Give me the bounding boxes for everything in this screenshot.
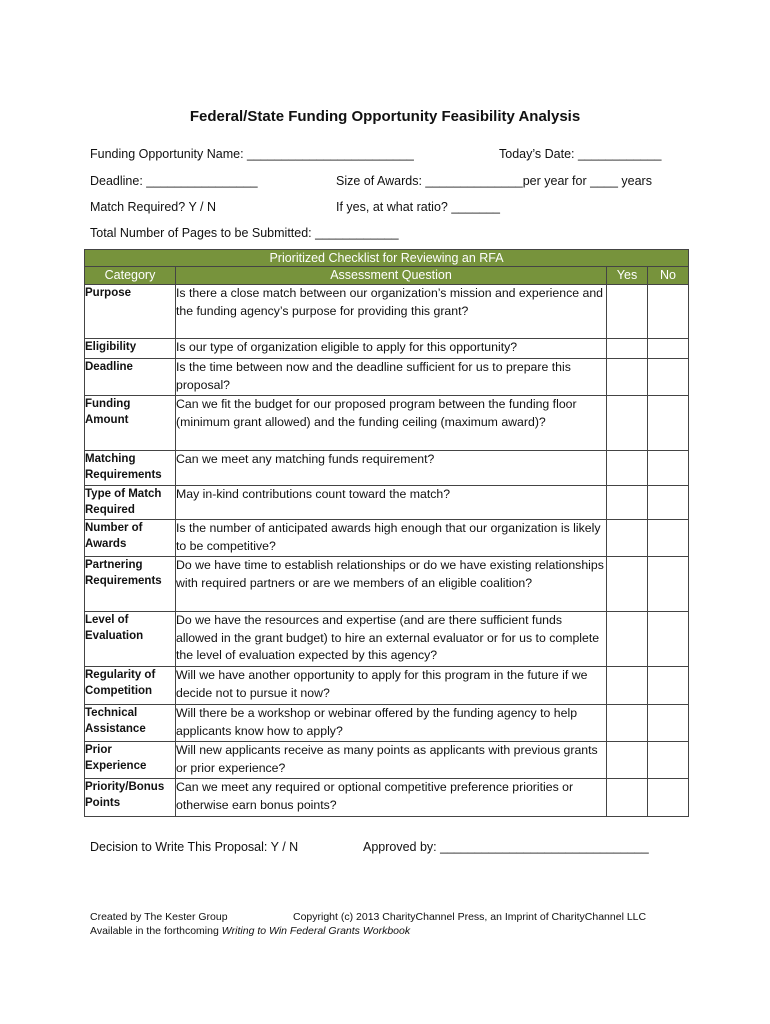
no-checkbox-cell[interactable] — [648, 520, 689, 557]
row-category: Matching Requirements — [85, 451, 176, 486]
table-row — [85, 396, 689, 451]
no-checkbox-cell[interactable] — [648, 667, 689, 705]
table-row — [85, 451, 689, 486]
table-row — [85, 557, 689, 612]
row-question: Will we have another opportunity to apply for this program in the future if we decide not to pursue it now? — [176, 667, 607, 705]
yes-checkbox-cell[interactable] — [607, 359, 648, 396]
match-ratio-field: If yes, at what ratio? _______ — [336, 200, 500, 214]
table-row — [85, 779, 689, 817]
row-question: Will there be a workshop or webinar offered by the funding agency to help applicants know how to apply? — [176, 705, 607, 742]
funding-opportunity-name-field: Funding Opportunity Name: ________________________ — [90, 147, 414, 161]
yes-checkbox-cell[interactable] — [607, 557, 648, 612]
row-category: Level of Evaluation — [85, 612, 176, 667]
total-pages-field: Total Number of Pages to be Submitted: ____________ — [90, 226, 399, 240]
yes-checkbox-cell[interactable] — [607, 520, 648, 557]
row-category: Eligibility — [85, 339, 176, 359]
no-checkbox-cell[interactable] — [648, 486, 689, 520]
table-row — [85, 359, 689, 396]
row-question: Is the time between now and the deadline sufficient for us to prepare this proposal? — [176, 359, 607, 396]
table-row — [85, 612, 689, 667]
footer-copyright: Copyright (c) 2013 CharityChannel Press, an Imprint of CharityChannel LLC — [293, 911, 647, 923]
table-row — [85, 742, 689, 779]
checklist-heading: Prioritized Checklist for Reviewing an RFA — [85, 250, 689, 267]
yes-checkbox-cell[interactable] — [607, 486, 648, 520]
table-row — [85, 520, 689, 557]
yes-checkbox-cell[interactable] — [607, 339, 648, 359]
no-checkbox-cell[interactable] — [648, 557, 689, 612]
column-header-yes: Yes — [607, 267, 648, 285]
approved-by-field: Approved by: ______________________________ — [363, 840, 649, 854]
decision-to-write-field: Decision to Write This Proposal: Y / N — [90, 840, 299, 854]
row-question: Can we fit the budget for our proposed program between the funding floor (minimum grant allowed) and the funding ceiling (maximum award)? — [176, 396, 607, 451]
row-category: Purpose — [85, 285, 176, 339]
deadline-field: Deadline: ________________ — [90, 174, 258, 188]
page-title: Federal/State Funding Opportunity Feasibility Analysis — [189, 108, 581, 125]
table-row — [85, 667, 689, 705]
row-question: Do we have the resources and expertise (and are there sufficient funds allowed in the grant budget) to hire an external evaluator or for us to complete the level of evaluation expected by this agency? — [176, 612, 607, 667]
yes-checkbox-cell[interactable] — [607, 667, 648, 705]
row-category: Deadline — [85, 359, 176, 396]
table-row — [85, 486, 689, 520]
no-checkbox-cell[interactable] — [648, 779, 689, 817]
no-checkbox-cell[interactable] — [648, 285, 689, 339]
row-question: Can we meet any matching funds requirement? — [176, 451, 607, 486]
yes-checkbox-cell[interactable] — [607, 451, 648, 486]
yes-checkbox-cell[interactable] — [607, 705, 648, 742]
no-checkbox-cell[interactable] — [648, 359, 689, 396]
row-category: Partnering Requirements — [85, 557, 176, 612]
column-header-question: Assessment Question — [176, 267, 607, 285]
table-row — [85, 705, 689, 742]
yes-checkbox-cell[interactable] — [607, 612, 648, 667]
todays-date-field: Today’s Date: ____________ — [499, 147, 662, 161]
footer-created-by: Created by The Kester Group — [90, 911, 228, 923]
footer-workbook-title: Writing to Win Federal Grants Workbook — [221, 925, 411, 937]
row-category: Prior Experience — [85, 742, 176, 779]
row-question: Do we have time to establish relationships or do we have existing relationships with required partners or are we members of an eligible coalition? — [176, 557, 607, 612]
row-question: Will new applicants receive as many points as applicants with previous grants or prior experience? — [176, 742, 607, 779]
rfa-checklist-table — [84, 249, 689, 817]
no-checkbox-cell[interactable] — [648, 396, 689, 451]
row-question: Can we meet any required or optional competitive preference priorities or otherwise earn bonus points? — [176, 779, 607, 817]
row-question: Is the number of anticipated awards high enough that our organization is likely to be competitive? — [176, 520, 607, 557]
yes-checkbox-cell[interactable] — [607, 742, 648, 779]
row-category: Type of Match Required — [85, 486, 176, 520]
row-category: Funding Amount — [85, 396, 176, 451]
yes-checkbox-cell[interactable] — [607, 285, 648, 339]
no-checkbox-cell[interactable] — [648, 705, 689, 742]
no-checkbox-cell[interactable] — [648, 612, 689, 667]
no-checkbox-cell[interactable] — [648, 742, 689, 779]
match-required-field: Match Required? Y / N — [90, 200, 216, 214]
footer-available-prefix: Available in the forthcoming — [90, 925, 219, 937]
row-question: Is there a close match between our organization’s mission and experience and the funding agency’s purpose for providing this grant? — [176, 285, 607, 339]
row-category: Regularity of Competition — [85, 667, 176, 705]
table-row — [85, 339, 689, 359]
row-category: Number of Awards — [85, 520, 176, 557]
no-checkbox-cell[interactable] — [648, 451, 689, 486]
column-header-no: No — [648, 267, 689, 285]
yes-checkbox-cell[interactable] — [607, 396, 648, 451]
row-question: May in-kind contributions count toward the match? — [176, 486, 607, 520]
no-checkbox-cell[interactable] — [648, 339, 689, 359]
row-category: Technical Assistance — [85, 705, 176, 742]
footer-availability — [90, 925, 410, 937]
yes-checkbox-cell[interactable] — [607, 779, 648, 817]
table-row — [85, 285, 689, 339]
size-of-awards-field: Size of Awards: ______________per year for ____ years — [336, 174, 652, 188]
row-category: Priority/Bonus Points — [85, 779, 176, 817]
row-question: Is our type of organization eligible to apply for this opportunity? — [176, 339, 607, 359]
column-header-category: Category — [85, 267, 176, 285]
